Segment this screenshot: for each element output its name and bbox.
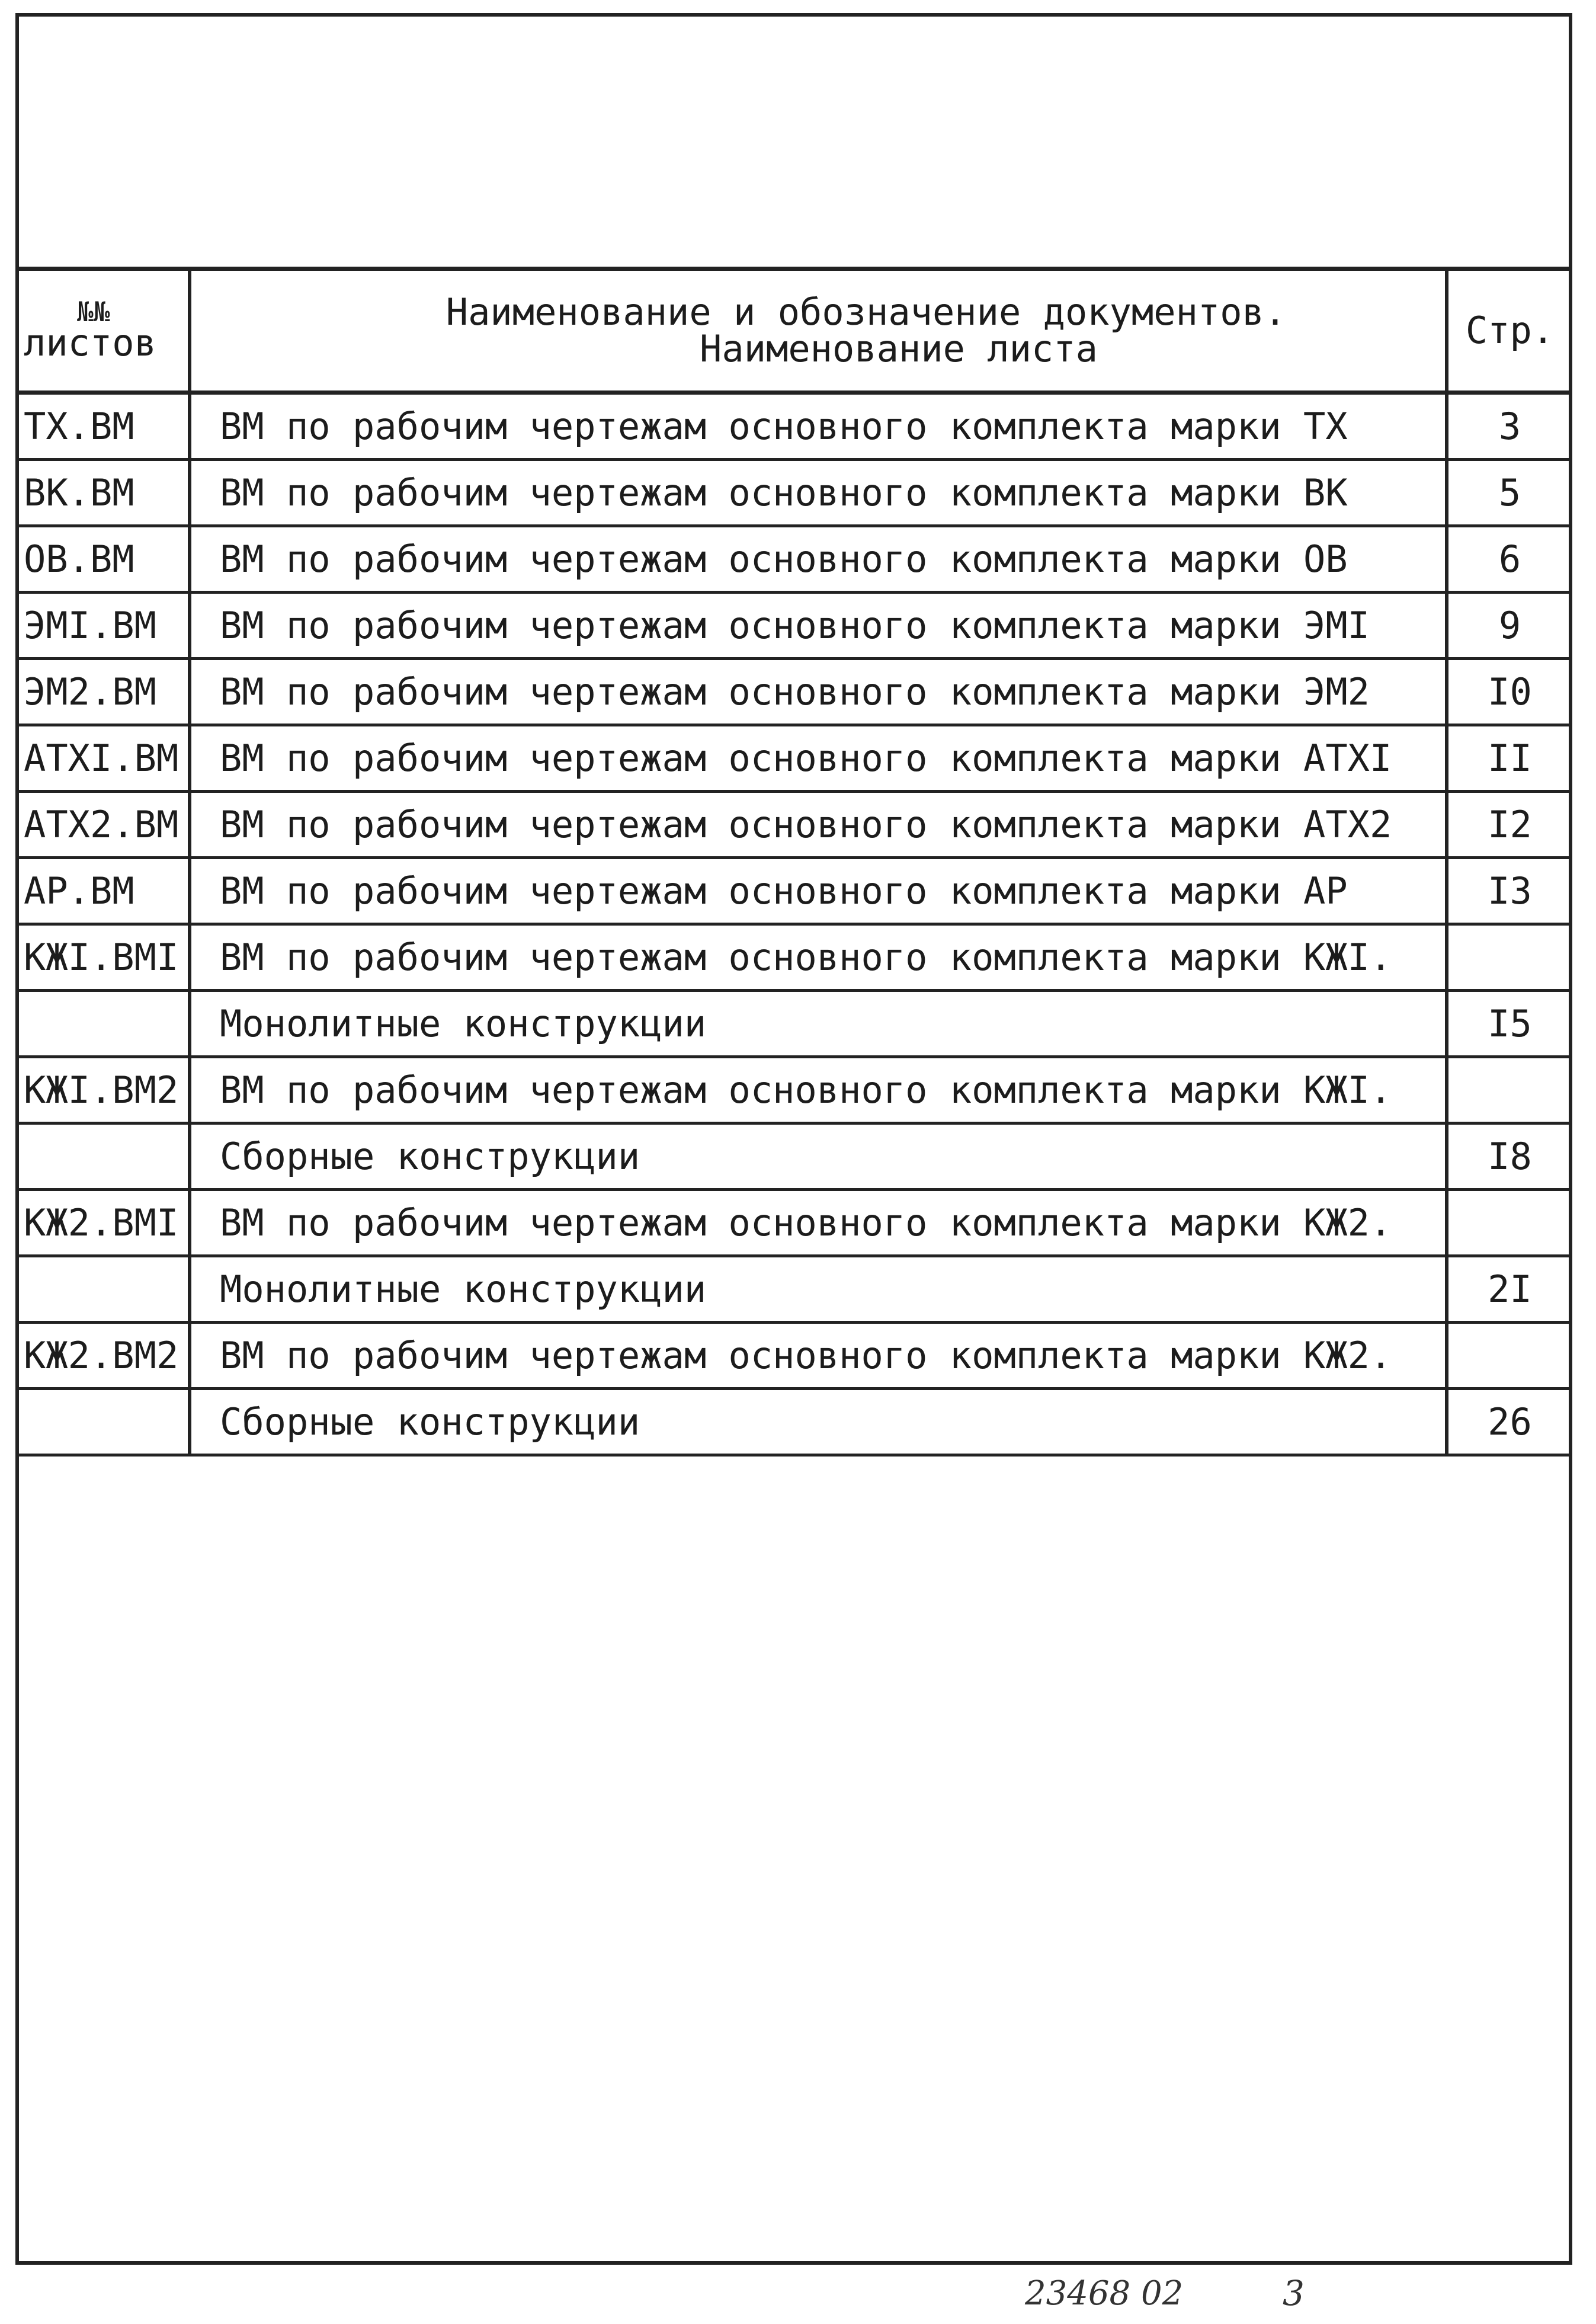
page-number-cell: I0 — [1447, 659, 1571, 725]
sheet-code-cell: ЭМ2.ВМ — [19, 659, 190, 725]
table-row — [19, 1323, 1571, 1389]
sheet-index-table — [19, 267, 1571, 1456]
document-name-cell: ВМ по рабочим чертежам основного комплекта марки ЭМI — [190, 593, 1447, 659]
table-row — [19, 393, 1571, 460]
page-number-cell: I2 — [1447, 792, 1571, 858]
table-row — [19, 1123, 1571, 1190]
sheet-code-cell — [19, 991, 190, 1057]
document-name-cell: ВМ по рабочим чертежам основного комплекта марки КЖ2. — [190, 1323, 1447, 1389]
table-row — [19, 725, 1571, 792]
table-row — [19, 792, 1571, 858]
sheet-code-cell: КЖ2.ВМ2 — [19, 1323, 190, 1389]
table-row — [19, 659, 1571, 725]
page-number-cell: I3 — [1447, 858, 1571, 924]
sheet-code-cell: КЖI.ВМI — [19, 924, 190, 991]
sheet-label: листов — [24, 321, 156, 364]
table-row — [19, 924, 1571, 991]
page-number-cell — [1447, 1323, 1571, 1389]
page-number-cell: I5 — [1447, 991, 1571, 1057]
document-name-cell: ВМ по рабочим чертежам основного комплекта марки ОВ — [190, 526, 1447, 593]
document-name-cell: Сборные конструкции — [190, 1389, 1447, 1455]
page-number-cell: 2I — [1447, 1256, 1571, 1323]
sheet-code-cell: КЖ2.ВМI — [19, 1190, 190, 1256]
table-header-row — [19, 269, 1571, 393]
sheet-code-cell: АР.ВМ — [19, 858, 190, 924]
table-row — [19, 526, 1571, 593]
page-number-cell: 9 — [1447, 593, 1571, 659]
sheet-code-cell: ВК.ВМ — [19, 460, 190, 526]
page-number-cell — [1447, 1057, 1571, 1123]
page-number-cell: I8 — [1447, 1123, 1571, 1190]
document-name-cell: Сборные конструкции — [190, 1123, 1447, 1190]
table-row — [19, 460, 1571, 526]
document-name-cell: ВМ по рабочим чертежам основного комплекта марки ТХ — [190, 393, 1447, 460]
document-name-cell: ВМ по рабочим чертежам основного комплекта марки КЖI. — [190, 924, 1447, 991]
sheet-code-cell: ОВ.ВМ — [19, 526, 190, 593]
page-number-cell: 5 — [1447, 460, 1571, 526]
table-body — [19, 393, 1571, 1455]
page-number-cell — [1447, 924, 1571, 991]
sheet-number-label: №№ — [77, 296, 110, 328]
page-number: 3 — [1283, 2273, 1305, 2313]
sheet-code-cell: ТХ.ВМ — [19, 393, 190, 460]
document-name-cell: ВМ по рабочим чертежам основного комплекта марки ЭМ2 — [190, 659, 1447, 725]
document-name-cell: ВМ по рабочим чертежам основного комплекта марки ВК — [190, 460, 1447, 526]
table-row — [19, 991, 1571, 1057]
page-number-cell: 26 — [1447, 1389, 1571, 1455]
page-number-cell: 6 — [1447, 526, 1571, 593]
sheet-code-cell — [19, 1123, 190, 1190]
table-row — [19, 1256, 1571, 1323]
table-row — [19, 858, 1571, 924]
document-name-cell: ВМ по рабочим чертежам основного комплекта марки АТХI — [190, 725, 1447, 792]
sheet-code-cell: ЭМI.ВМ — [19, 593, 190, 659]
page-number-cell: 3 — [1447, 393, 1571, 460]
document-name-cell: Монолитные конструкции — [190, 991, 1447, 1057]
sheet-column-header — [19, 269, 190, 393]
table-row — [19, 593, 1571, 659]
document-name-cell: ВМ по рабочим чертежам основного комплекта марки КЖ2. — [190, 1190, 1447, 1256]
sheet-code-cell: АТХI.ВМ — [19, 725, 190, 792]
page-number-cell — [1447, 1190, 1571, 1256]
document-name-cell: ВМ по рабочим чертежам основного комплекта марки АТХ2 — [190, 792, 1447, 858]
page-column-header: Стр. — [1447, 269, 1571, 393]
name-header-line1: Наименование и обозначение документов. — [446, 290, 1287, 334]
name-header-line2: Наименование листа — [700, 327, 1098, 370]
name-column-header — [190, 269, 1447, 393]
document-name-cell: ВМ по рабочим чертежам основного комплекта марки АР — [190, 858, 1447, 924]
document-name-cell: ВМ по рабочим чертежам основного комплекта марки КЖI. — [190, 1057, 1447, 1123]
table-row — [19, 1190, 1571, 1256]
sheet-code-cell — [19, 1389, 190, 1455]
table-row — [19, 1389, 1571, 1455]
sheet-code-cell: АТХ2.ВМ — [19, 792, 190, 858]
document-code: 23468 02 — [1025, 2274, 1184, 2313]
sheet-code-cell — [19, 1256, 190, 1323]
page-number-cell: II — [1447, 725, 1571, 792]
table-row — [19, 1057, 1571, 1123]
sheet-code-cell: КЖI.ВМ2 — [19, 1057, 190, 1123]
document-name-cell: Монолитные конструкции — [190, 1256, 1447, 1323]
